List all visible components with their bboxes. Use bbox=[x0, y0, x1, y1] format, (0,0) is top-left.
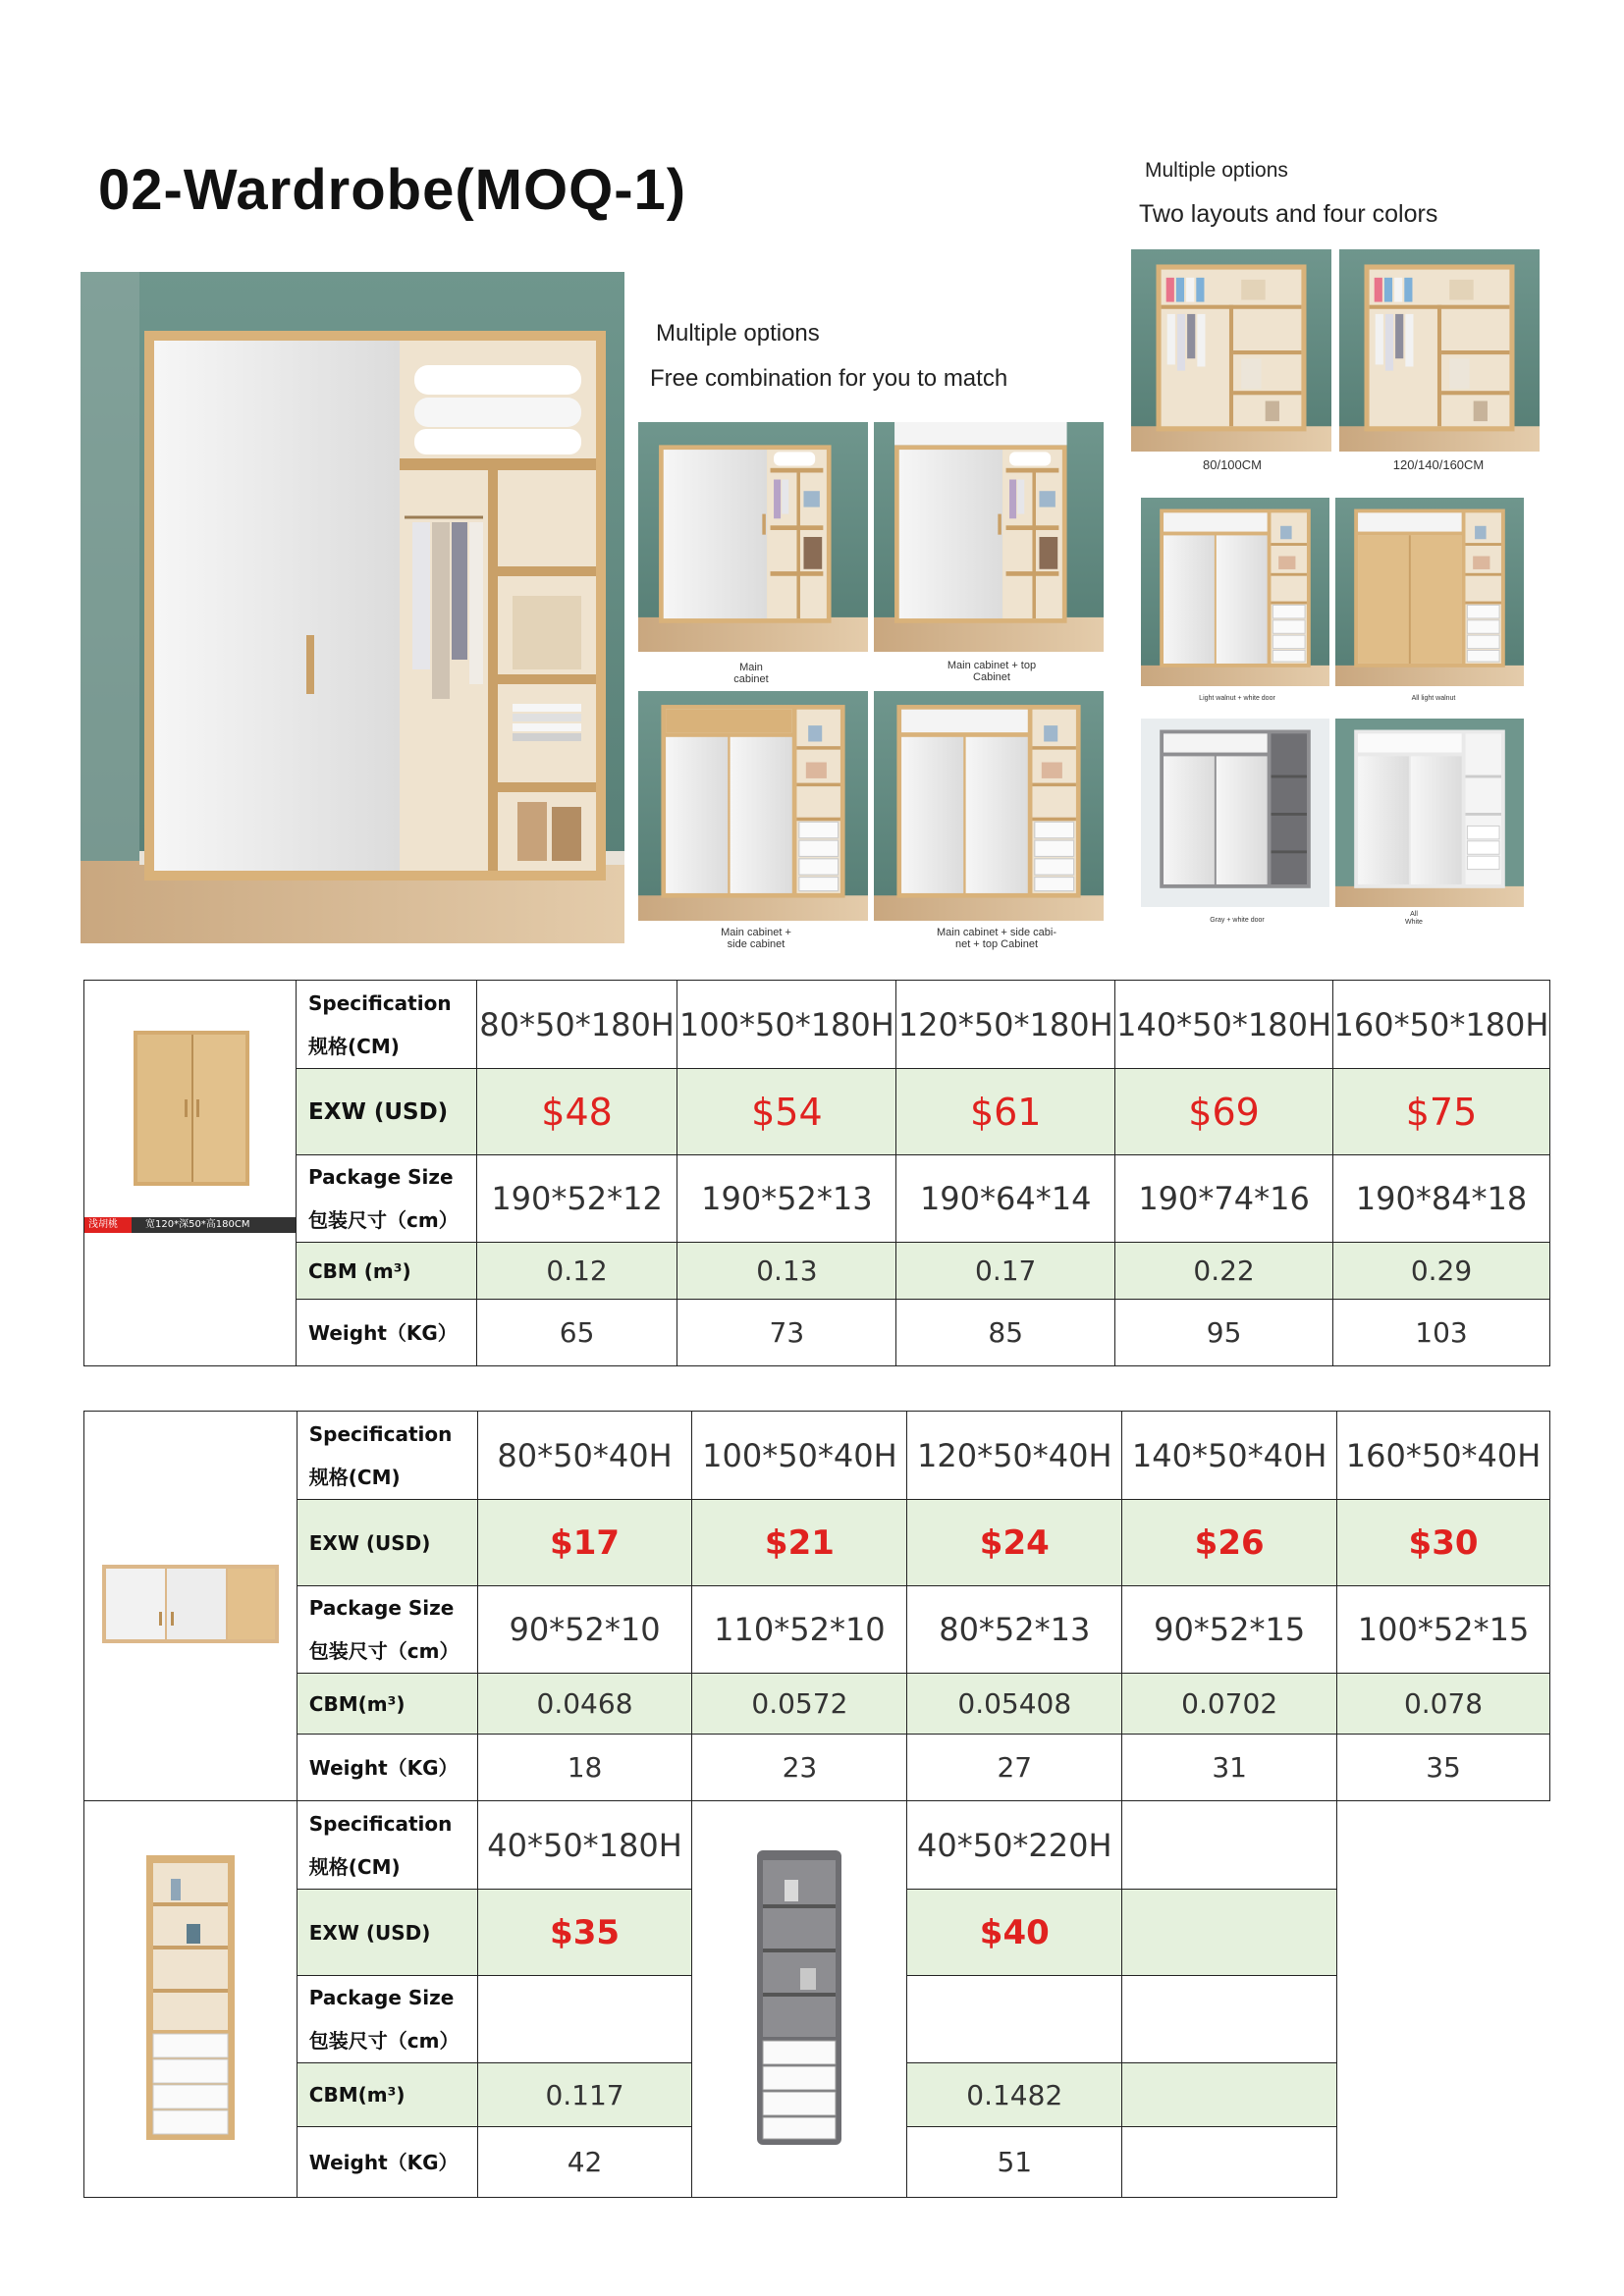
t1-spec-4: 160*50*180H bbox=[1333, 981, 1550, 1069]
t1-weight-1: 73 bbox=[677, 1300, 896, 1366]
layouts-heading: Multiple options bbox=[1145, 159, 1288, 182]
t3-label-cbm: CBM(m³) bbox=[297, 2063, 477, 2127]
t3-cbm-0: 0.117 bbox=[477, 2063, 692, 2127]
layout-caption-small: 80/100CM bbox=[1203, 457, 1262, 472]
color-caption-4: All White bbox=[1405, 911, 1423, 926]
t3-label-spec: Specification 规格(CM) bbox=[297, 1801, 477, 1890]
layouts-subheading: Two layouts and four colors bbox=[1139, 200, 1438, 228]
t3-label-weight: Weight（KG） bbox=[297, 2127, 477, 2198]
combo-side-cabinet-image bbox=[638, 691, 868, 921]
t2-label-weight: Weight（KG） bbox=[297, 1735, 477, 1801]
spec-table-main bbox=[83, 980, 1550, 1366]
t1-pkg-2: 190*64*14 bbox=[896, 1155, 1115, 1243]
color-gray-white-image bbox=[1141, 719, 1329, 907]
layout-large-image bbox=[1339, 249, 1540, 452]
combo-caption-4: Main cabinet + side cabi- net + top Cabinet bbox=[937, 927, 1056, 950]
thumbnail-tag: 浅胡桃 bbox=[84, 1217, 132, 1233]
combo-caption-3: Main cabinet + side cabinet bbox=[721, 927, 791, 950]
t2-weight-0: 18 bbox=[477, 1735, 692, 1801]
t3-empty-1 bbox=[1122, 1801, 1337, 1890]
t1-weight-4: 103 bbox=[1333, 1300, 1550, 1366]
t2-spec-3: 140*50*40H bbox=[1122, 1412, 1337, 1500]
hero-wardrobe-image bbox=[81, 272, 624, 943]
t2-spec-1: 100*50*40H bbox=[692, 1412, 907, 1500]
t1-exw-0: $48 bbox=[476, 1069, 677, 1155]
label-cbm: CBM (m³) bbox=[297, 1243, 477, 1300]
t2-exw-2: $24 bbox=[907, 1500, 1122, 1586]
t3-blank-area bbox=[1337, 1801, 1550, 2198]
t2-pkg-0: 90*52*10 bbox=[477, 1586, 692, 1674]
t2-pkg-2: 80*52*13 bbox=[907, 1586, 1122, 1674]
t3-empty-5 bbox=[1122, 2127, 1337, 2198]
color-caption-3: Gray + white door bbox=[1210, 917, 1265, 924]
t1-pkg-4: 190*84*18 bbox=[1333, 1155, 1550, 1243]
t2-spec-4: 160*50*40H bbox=[1337, 1412, 1550, 1500]
thumbnail-dims: 宽120*深50*高180CM bbox=[145, 1219, 250, 1230]
t3-empty-2 bbox=[1122, 1890, 1337, 1976]
t2-cbm-3: 0.0702 bbox=[1122, 1674, 1337, 1735]
t1-spec-0: 80*50*180H bbox=[476, 981, 677, 1069]
spec-table-top-and-side bbox=[83, 1411, 1550, 2198]
t3-pkg-1 bbox=[907, 1976, 1122, 2063]
t2-cbm-4: 0.078 bbox=[1337, 1674, 1550, 1735]
t2-weight-2: 27 bbox=[907, 1735, 1122, 1801]
combo-caption-2: Main cabinet + top Cabinet bbox=[947, 660, 1037, 683]
t3-spec-1: 40*50*220H bbox=[907, 1801, 1122, 1890]
t2-weight-3: 31 bbox=[1122, 1735, 1337, 1801]
combo-top-cabinet-image bbox=[874, 422, 1104, 652]
color-caption-1: Light walnut + white door bbox=[1199, 695, 1275, 702]
t2-label-spec: Specification 规格(CM) bbox=[297, 1412, 477, 1500]
t1-cbm-3: 0.22 bbox=[1115, 1243, 1333, 1300]
t2-exw-1: $21 bbox=[692, 1500, 907, 1586]
top-cabinet-thumbnail bbox=[84, 1412, 298, 1801]
t3-cbm-1: 0.1482 bbox=[907, 2063, 1122, 2127]
t3-spec-0: 40*50*180H bbox=[477, 1801, 692, 1890]
t1-spec-2: 120*50*180H bbox=[896, 981, 1115, 1069]
t1-exw-1: $54 bbox=[677, 1069, 896, 1155]
t1-pkg-1: 190*52*13 bbox=[677, 1155, 896, 1243]
combo-main-cabinet-image bbox=[638, 422, 868, 652]
t2-pkg-1: 110*52*10 bbox=[692, 1586, 907, 1674]
side-cabinet-wood-thumbnail bbox=[84, 1801, 298, 2198]
combo-subheading: Free combination for you to match bbox=[650, 365, 1008, 392]
t1-cbm-1: 0.13 bbox=[677, 1243, 896, 1300]
t1-cbm-2: 0.17 bbox=[896, 1243, 1115, 1300]
color-caption-2: All light walnut bbox=[1411, 695, 1456, 702]
t2-label-cbm: CBM(m³) bbox=[297, 1674, 477, 1735]
t1-weight-3: 95 bbox=[1115, 1300, 1333, 1366]
layout-small-image bbox=[1131, 249, 1331, 452]
color-all-light-walnut-image bbox=[1335, 498, 1524, 686]
t2-spec-0: 80*50*40H bbox=[477, 1412, 692, 1500]
t2-exw-3: $26 bbox=[1122, 1500, 1337, 1586]
t2-weight-1: 23 bbox=[692, 1735, 907, 1801]
t3-pkg-0 bbox=[477, 1976, 692, 2063]
t2-pkg-3: 90*52*15 bbox=[1122, 1586, 1337, 1674]
t1-pkg-3: 190*74*16 bbox=[1115, 1155, 1333, 1243]
t1-exw-4: $75 bbox=[1333, 1069, 1550, 1155]
color-all-white-image bbox=[1335, 719, 1524, 907]
t1-pkg-0: 190*52*12 bbox=[476, 1155, 677, 1243]
combo-side-top-cabinet-image bbox=[874, 691, 1104, 921]
t1-exw-3: $69 bbox=[1115, 1069, 1333, 1155]
t3-label-pkg: Package Size 包装尺寸（cm） bbox=[297, 1976, 477, 2063]
color-light-walnut-white-image bbox=[1141, 498, 1329, 686]
page-title: 02-Wardrobe(MOQ-1) bbox=[98, 158, 687, 222]
t2-cbm-2: 0.05408 bbox=[907, 1674, 1122, 1735]
t3-exw-1: $40 bbox=[907, 1890, 1122, 1976]
t3-label-exw: EXW (USD) bbox=[297, 1890, 477, 1976]
t2-label-pkg: Package Size 包装尺寸（cm） bbox=[297, 1586, 477, 1674]
t2-weight-4: 35 bbox=[1337, 1735, 1550, 1801]
t2-pkg-4: 100*52*15 bbox=[1337, 1586, 1550, 1674]
t3-empty-4 bbox=[1122, 2063, 1337, 2127]
t1-exw-2: $61 bbox=[896, 1069, 1115, 1155]
t3-empty-3 bbox=[1122, 1976, 1337, 2063]
t1-cbm-0: 0.12 bbox=[476, 1243, 677, 1300]
combo-caption-1: Main cabinet bbox=[733, 662, 769, 685]
t1-spec-1: 100*50*180H bbox=[677, 981, 896, 1069]
t2-exw-4: $30 bbox=[1337, 1500, 1550, 1586]
label-spec: Specification 规格(CM) bbox=[297, 981, 477, 1069]
combo-heading: Multiple options bbox=[656, 320, 820, 347]
t1-weight-2: 85 bbox=[896, 1300, 1115, 1366]
t3-weight-0: 42 bbox=[477, 2127, 692, 2198]
label-pkg: Package Size 包装尺寸（cm） bbox=[297, 1155, 477, 1243]
t2-cbm-0: 0.0468 bbox=[477, 1674, 692, 1735]
t2-cbm-1: 0.0572 bbox=[692, 1674, 907, 1735]
t2-spec-2: 120*50*40H bbox=[907, 1412, 1122, 1500]
t3-weight-1: 51 bbox=[907, 2127, 1122, 2198]
t1-spec-3: 140*50*180H bbox=[1115, 981, 1333, 1069]
label-exw: EXW (USD) bbox=[297, 1069, 477, 1155]
t2-label-exw: EXW (USD) bbox=[297, 1500, 477, 1586]
t1-cbm-4: 0.29 bbox=[1333, 1243, 1550, 1300]
side-cabinet-gray-thumbnail bbox=[692, 1801, 907, 2198]
t1-weight-0: 65 bbox=[476, 1300, 677, 1366]
layout-caption-large: 120/140/160CM bbox=[1392, 457, 1485, 472]
label-weight: Weight（KG） bbox=[297, 1300, 477, 1366]
main-cabinet-thumbnail bbox=[84, 981, 297, 1366]
t3-exw-0: $35 bbox=[477, 1890, 692, 1976]
t2-exw-0: $17 bbox=[477, 1500, 692, 1586]
